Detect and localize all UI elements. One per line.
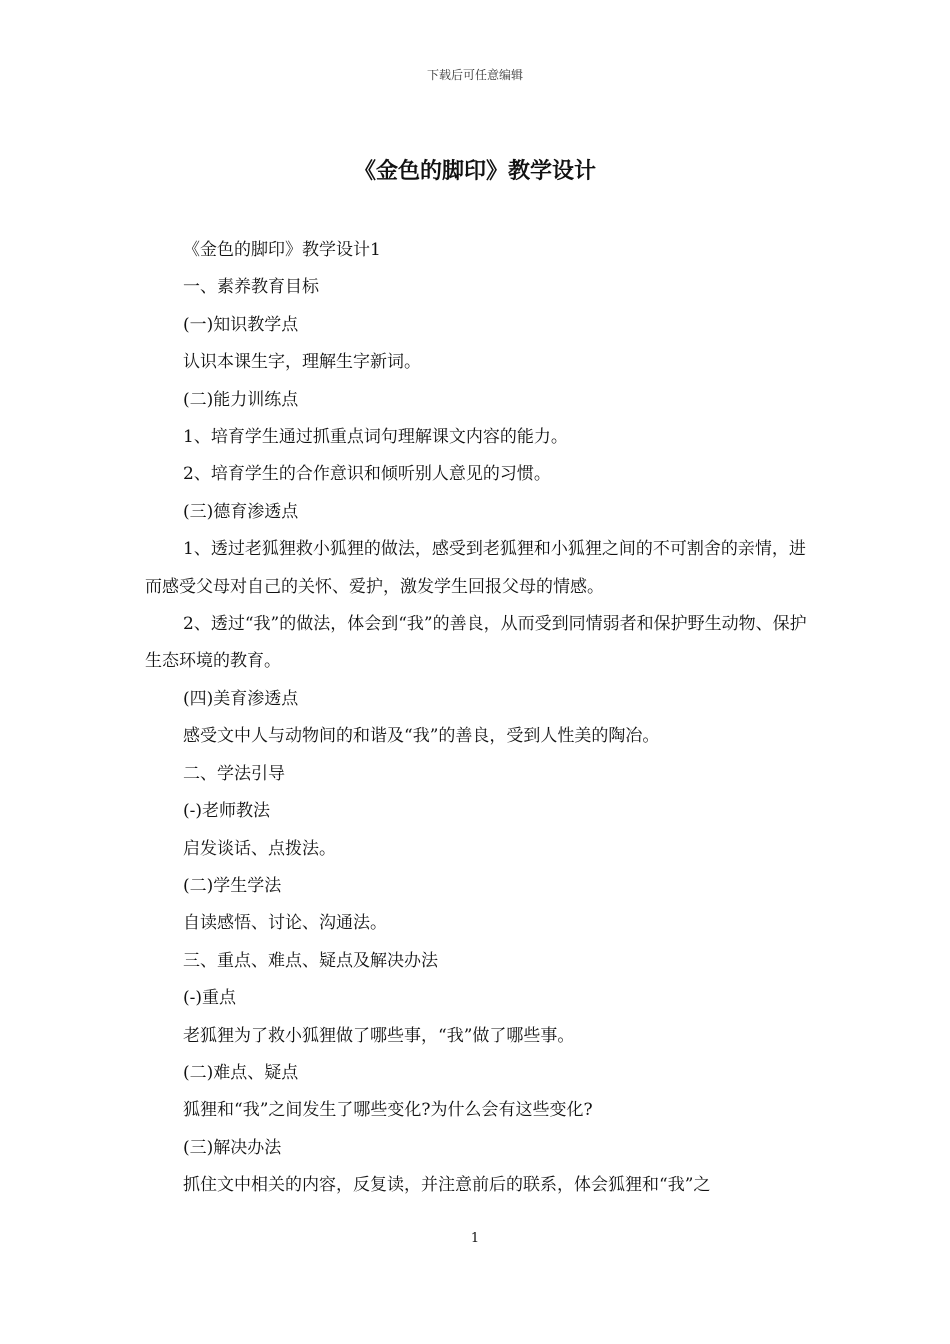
paragraph: (二)难点、疑点 — [183, 1062, 299, 1083]
paragraph: 认识本课生字，理解生字新词。 — [183, 352, 421, 373]
paragraph: (一)知识教学点 — [183, 314, 299, 335]
document-body — [145, 232, 807, 1205]
paragraph: 狐狸和“我”之间发生了哪些变化?为什么会有这些变化? — [183, 1100, 593, 1121]
paragraph: 2、培育学生的合作意识和倾听别人意见的习惯。 — [183, 464, 551, 485]
paragraph: (二)学生学法 — [183, 875, 282, 896]
paragraph: (-)老师教法 — [183, 801, 271, 822]
paragraph: 自读感悟、讨论、沟通法。 — [183, 913, 387, 934]
paragraph: (二)能力训练点 — [183, 389, 299, 410]
paragraph: (三)德育渗透点 — [183, 501, 299, 522]
paragraph: 一、素养教育目标 — [183, 277, 319, 298]
page-header: 下载后可任意编辑 — [426, 68, 523, 82]
paragraph: (-)重点 — [183, 988, 237, 1009]
paragraph: 启发谈话、点拨法。 — [183, 838, 336, 859]
paragraph: 2、透过“我”的做法，体会到“我”的善良，从而受到同情弱者和保护野生动物、保护生态环境的教育。 — [145, 614, 807, 672]
paragraph: (三)解决办法 — [183, 1137, 282, 1158]
paragraph: 三、重点、难点、疑点及解决办法 — [183, 950, 438, 971]
paragraph: 抓住文中相关的内容，反复读，并注意前后的联系，体会狐狸和“我”之 — [183, 1175, 711, 1196]
paragraph: 老狐狸为了救小狐狸做了哪些事，“我”做了哪些事。 — [183, 1025, 575, 1046]
paragraph: 二、学法引导 — [183, 763, 285, 784]
paragraph: 1、培育学生通过抓重点词句理解课文内容的能力。 — [183, 427, 568, 448]
paragraph: 感受文中人与动物间的和谐及“我”的善良，受到人性美的陶冶。 — [183, 726, 660, 747]
page-number: 1 — [470, 1231, 480, 1246]
paragraph: 《金色的脚印》教学设计1 — [183, 240, 381, 260]
paragraph: 1、透过老狐狸救小狐狸的做法，感受到老狐狸和小狐狸之间的不可割舍的亲情，进而感受父母对自己的关怀、爱护，激发学生回报父母的情感。 — [145, 539, 806, 597]
document-title: 《金色的脚印》教学设计 — [353, 159, 596, 184]
paragraph: (四)美育渗透点 — [183, 688, 299, 709]
